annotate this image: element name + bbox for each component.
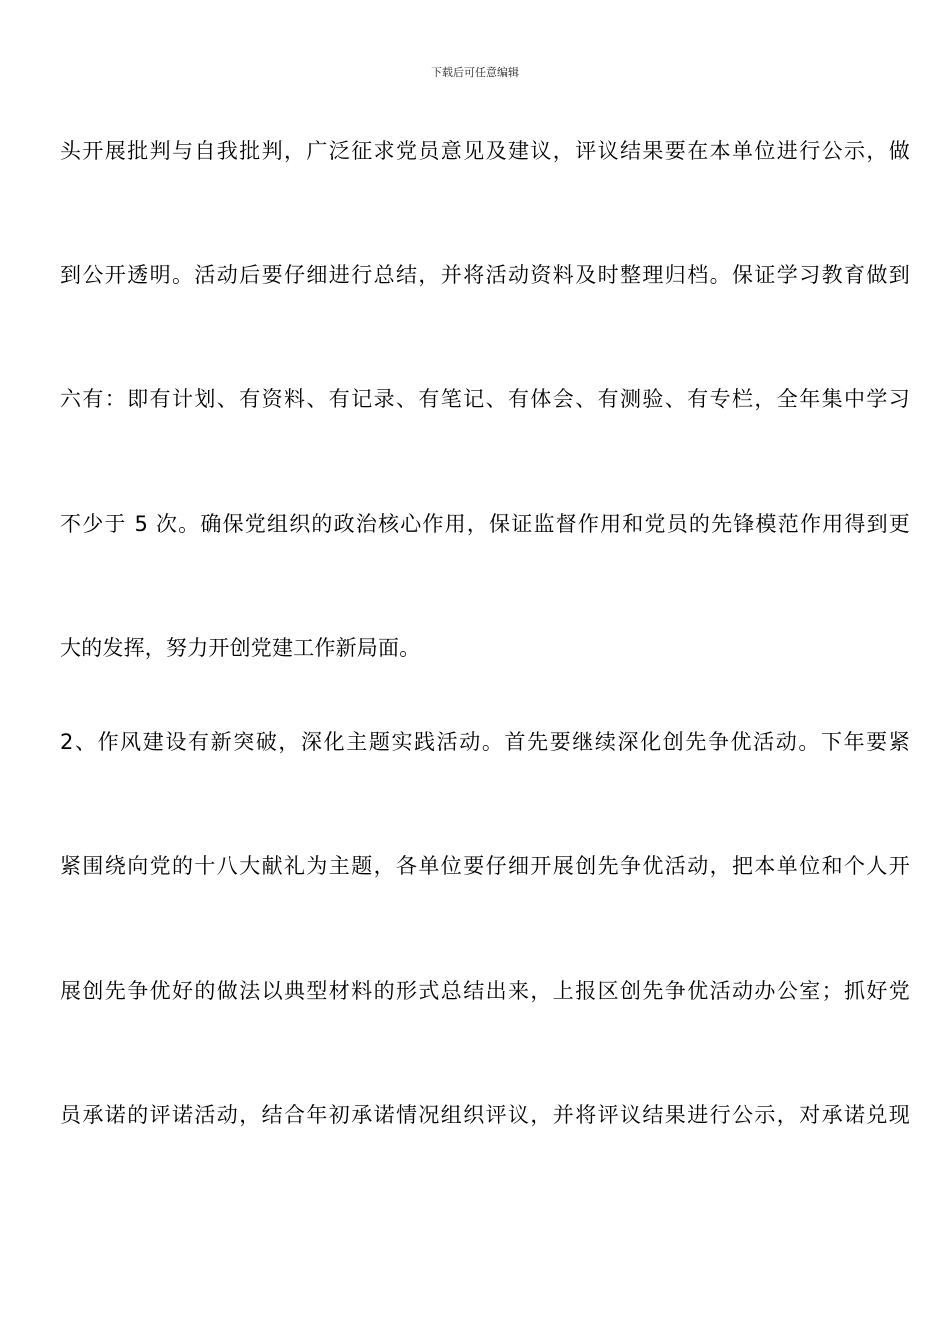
paragraph-line: 不少于 5 次。确保党组织的政治核心作用，保证监督作用和党员的先锋模范作用得到更 [60,512,910,536]
paragraph-line: 展创先争优好的做法以典型材料的形式总结出来，上报区创先争优活动办公室；抓好党 [60,979,910,1003]
paragraph-line: 大的发挥，努力开创党建工作新局面。 [60,636,421,660]
page-header: 下载后可任意编辑 [431,66,519,79]
paragraph-line: 头开展批判与自我批判，广泛征求党员意见及建议，评议结果要在本单位进行公示，做 [60,139,910,163]
paragraph-line: 2、作风建设有新突破，深化主题实践活动。首先要继续深化创先争优活动。下年要紧 [60,730,910,754]
paragraph-line: 员承诺的评诺活动，结合年初承诺情况组织评议，并将评议结果进行公示，对承诺兑现 [60,1103,910,1127]
paragraph-line: 到公开透明。活动后要仔细进行总结，并将活动资料及时整理归档。保证学习教育做到 [60,263,910,287]
paragraph-line: 紧围绕向党的十八大献礼为主题，各单位要仔细开展创先争优活动，把本单位和个人开 [60,854,910,878]
paragraph-line: 六有：即有计划、有资料、有记录、有笔记、有体会、有测验、有专栏，全年集中学习 [60,387,910,411]
